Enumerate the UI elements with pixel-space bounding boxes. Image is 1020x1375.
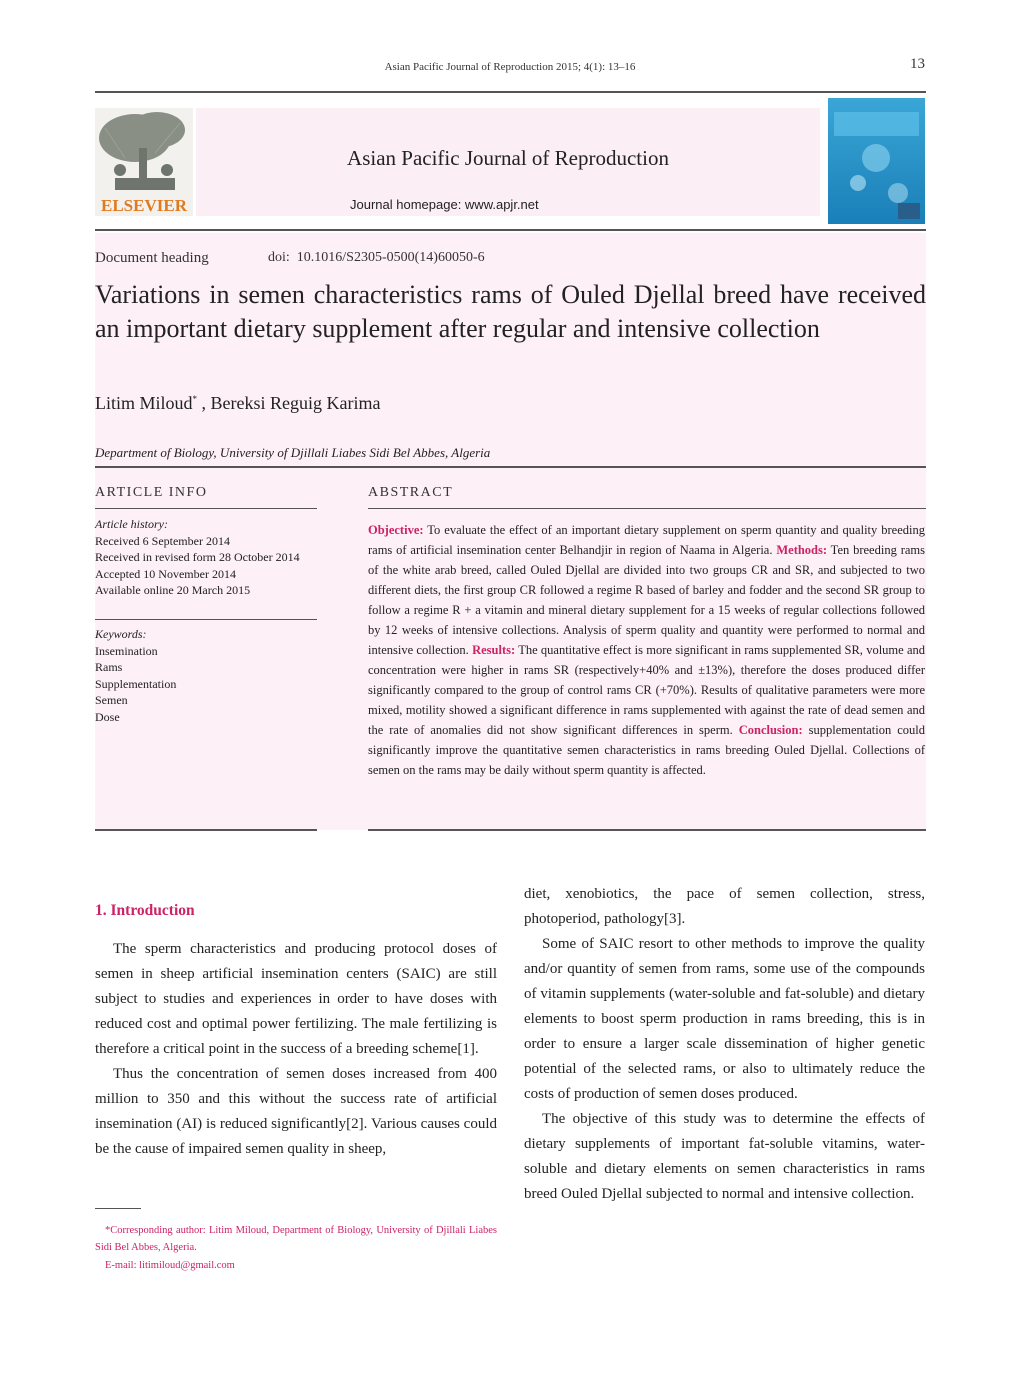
body-right-column xyxy=(524,882,925,1207)
section-heading-introduction: 1. Introduction xyxy=(95,902,195,919)
affiliation-rule xyxy=(95,466,926,468)
results-label: Results: xyxy=(472,643,516,657)
doi xyxy=(268,250,485,266)
email-footnote: E-mail: litimiloud@gmail.com xyxy=(105,1260,235,1271)
article-title: Variations in semen characteristics rams of Ouled Djellal breed have received an important dietary supplement after regular and intensive collection xyxy=(95,280,926,343)
body-paragraph: Thus the concentration of semen doses increased from 400 million to 350 and this without the success rate of artificial insemination (AI) is reduced significantly[2]. Various causes could be the cause of impaired semen quality in sheep, xyxy=(95,1066,497,1157)
footnote-rule xyxy=(95,1208,141,1209)
article-history xyxy=(95,516,300,599)
author-name: Litim Miloud xyxy=(95,393,193,413)
article-info-heading: ARTICLE INFO xyxy=(95,485,208,500)
document-heading: Document heading xyxy=(95,250,209,266)
journal-cover-image xyxy=(828,98,925,224)
history-rule xyxy=(95,619,317,620)
page-number: 13 xyxy=(910,56,925,72)
body-paragraph: diet, xenobiotics, the pace of semen collection, stress, photoperiod, pathology[3]. xyxy=(524,886,925,927)
body-paragraph: The objective of this study was to determine the effects of dietary supplements of important fat-soluble vitamins, water-soluble and dietary elements on semen characteristics in rams breed Ouled Djellal subjected to normal and intensive collection. xyxy=(524,1111,925,1202)
keyword: Dose xyxy=(95,709,120,724)
objective-text: To evaluate the effect of an important dietary supplement on sperm quantity and quality breeding rams of artificial insemination center Belhandjir in region of Naama in Algeria. xyxy=(368,523,925,557)
history-label: Article history: xyxy=(95,517,168,531)
body-left-column xyxy=(95,937,497,1162)
keywords xyxy=(95,626,176,725)
article-info-rule xyxy=(95,508,317,509)
elsevier-wordmark: ELSEVIER xyxy=(101,196,187,215)
keyword: Supplementation xyxy=(95,676,177,691)
masthead-rule xyxy=(95,229,926,231)
results-text: The quantitative effect is more significant in rams supplemented SR, volume and concentration were higher in rams SR (respectively+40% and ±13%), therefore the doses produced differ significantly compared to the group of control rams CR (+70%). Results of qualitative parameters were more mixed, motility showed a significant difference in rams supplemented with against the rate of dead semen and the rate of anomalies did not show significant differences in sperm. xyxy=(368,643,926,737)
abstract-heading: ABSTRACT xyxy=(368,485,454,500)
keywords-label: Keywords: xyxy=(95,627,147,641)
journal-name: Asian Pacific Journal of Reproduction xyxy=(347,146,669,170)
keyword: Semen xyxy=(95,693,128,707)
accepted-date: Accepted 10 November 2014 xyxy=(95,566,236,581)
abstract-rule xyxy=(368,508,926,509)
author-list xyxy=(95,393,380,414)
author-name: Bereksi Reguig Karima xyxy=(210,393,381,413)
revised-date: Received in revised form 28 October 2014 xyxy=(95,550,300,564)
corresponding-mark: * xyxy=(192,394,198,404)
doi-value: 10.1016/S2305-0500(14)60050-6 xyxy=(296,250,485,265)
journal-homepage: Journal homepage: www.apjr.net xyxy=(350,197,539,212)
running-head: Asian Pacific Journal of Reproduction 2015; 4(1): 13–16 xyxy=(384,61,636,73)
body-paragraph: Some of SAIC resort to other methods to improve the quality and/or quantity of semen from rams, some use of the compounds of vitamin supplements (water-soluble and fat-soluble) and dietary elements to boost sperm production in rams breeding, this is in order to ensure a larger scale dissemination of higher genetic potential of the selected rams, or also to ultimately reduce the costs of production of semen doses produced. xyxy=(524,936,925,1102)
body-paragraph: The sperm characteristics and producing protocol doses of semen in sheep artificial insemination centers (SAIC) are still subject to studies and experiences in order to have doses with reduced cost and optimal power fertilizing. The male fertilizing is therefore a critical point in the success of a breeding scheme[1]. xyxy=(95,941,497,1057)
objective-label: Objective: xyxy=(368,523,424,537)
keyword: Insemination xyxy=(95,643,158,658)
corresponding-author-footnote: *Corresponding author: Litim Miloud, Department of Biology, University of Djillali Liabes Sidi Bel Abbes, Algeria. xyxy=(95,1225,497,1253)
received-date: Received 6 September 2014 xyxy=(95,533,230,548)
abstract-bottom-rule xyxy=(368,829,926,831)
affiliation: Department of Biology, University of Djillali Liabes Sidi Bel Abbes, Algeria xyxy=(95,445,491,460)
elsevier-logo xyxy=(95,108,193,216)
author-separator: , xyxy=(197,393,211,413)
conclusion-label: Conclusion: xyxy=(738,723,803,737)
methods-label: Methods: xyxy=(776,543,828,557)
article-info-bottom-rule xyxy=(95,829,317,831)
doi-label: doi: xyxy=(268,250,290,265)
conclusion-text: supplementation could significantly improve the quantitative semen characteristics in rams breeding Ouled Djellal. Collections of semen on the rams may be daily without sperm quantity is affected. xyxy=(368,723,925,777)
online-date: Available online 20 March 2015 xyxy=(95,583,251,597)
methods-text: Ten breeding rams of the white arab breed, called Ouled Djellal are divided into two groups CR and SR, and subjected to two different diets, the first group CR followed a regime R based of barley and fodder and the second SR group to follow a regime R + a vitamin and mineral dietary supplement for a 15 weeks of regular collections followed by 12 weeks of intensive collections. Analysis of sperm quality and quantity were performed to normal and intensive collection. xyxy=(368,543,925,657)
header-rule xyxy=(95,91,926,93)
keyword: Rams xyxy=(95,660,123,674)
abstract-text xyxy=(368,520,925,780)
